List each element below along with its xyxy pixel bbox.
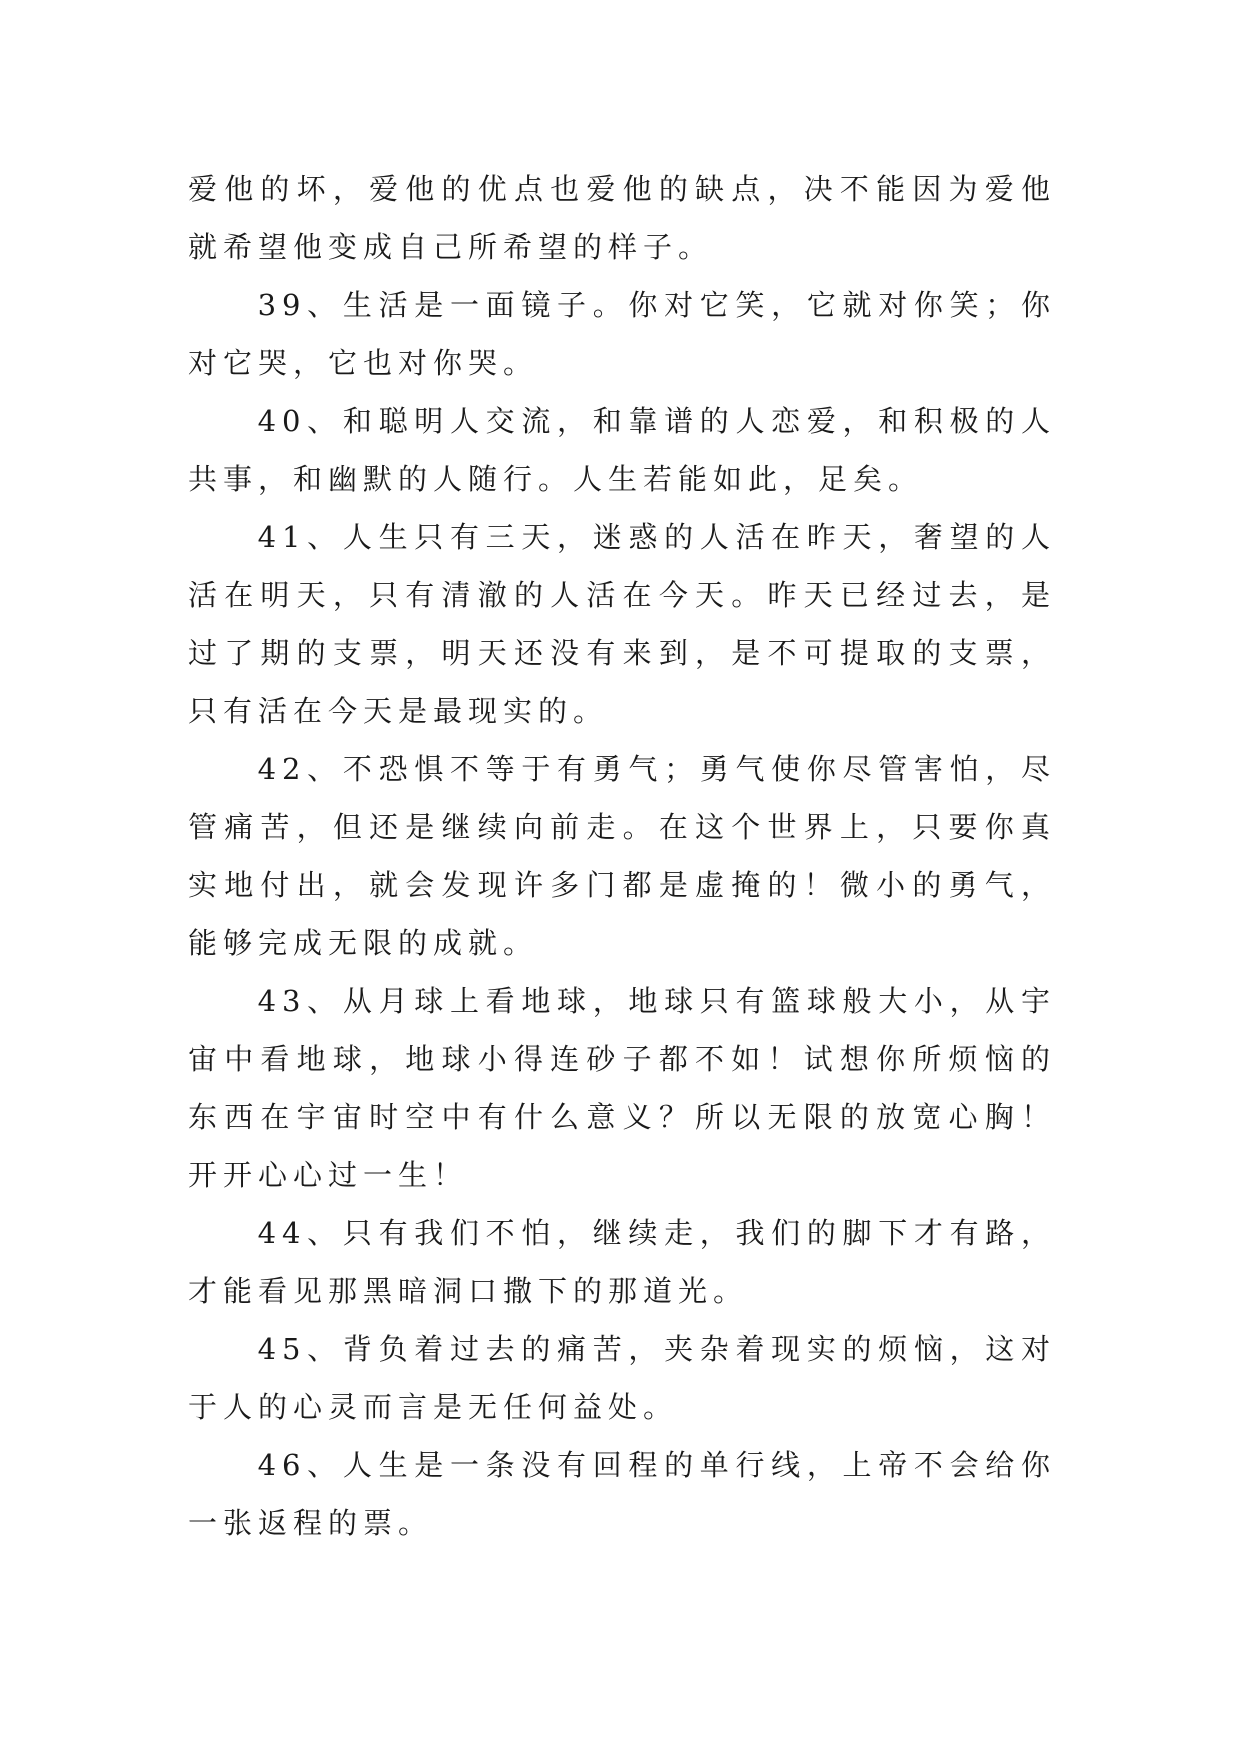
paragraph-45: 45、背负着过去的痛苦，夹杂着现实的烦恼，这对于人的心灵而言是无任何益处。 xyxy=(188,1332,1056,1424)
paragraph-46: 46、人生是一条没有回程的单行线，上帝不会给你一张返程的票。 xyxy=(188,1448,1056,1540)
paragraph-44: 44、只有我们不怕，继续走，我们的脚下才有路，才能看见那黑暗洞口撒下的那道光。 xyxy=(188,1216,1056,1308)
paragraph-41: 41、人生只有三天，迷惑的人活在昨天，奢望的人活在明天，只有清澈的人活在今天。昨天已经过去，是过了期的支票，明天还没有来到，是不可提取的支票，只有活在今天是最现实的。 xyxy=(188,520,1056,728)
paragraph-39: 39、生活是一面镜子。你对它笑，它就对你笑；你对它哭，它也对你哭。 xyxy=(188,288,1056,380)
paragraph-42: 42、不恐惧不等于有勇气；勇气使你尽管害怕，尽管痛苦，但还是继续向前走。在这个世界上，只要你真实地付出，就会发现许多门都是虚掩的！微小的勇气，能够完成无限的成就。 xyxy=(188,752,1056,960)
paragraph-continuation: 爱他的坏，爱他的优点也爱他的缺点，决不能因为爱他就希望他变成自己所希望的样子。 xyxy=(188,172,1056,264)
document-body xyxy=(188,160,1056,1552)
paragraph-43: 43、从月球上看地球，地球只有篮球般大小，从宇宙中看地球，地球小得连砂子都不如！试想你所烦恼的东西在宇宙时空中有什么意义？所以无限的放宽心胸！开开心心过一生！ xyxy=(188,984,1056,1192)
paragraph-40: 40、和聪明人交流，和靠谱的人恋爱，和积极的人共事，和幽默的人随行。人生若能如此，足矣。 xyxy=(188,404,1056,496)
